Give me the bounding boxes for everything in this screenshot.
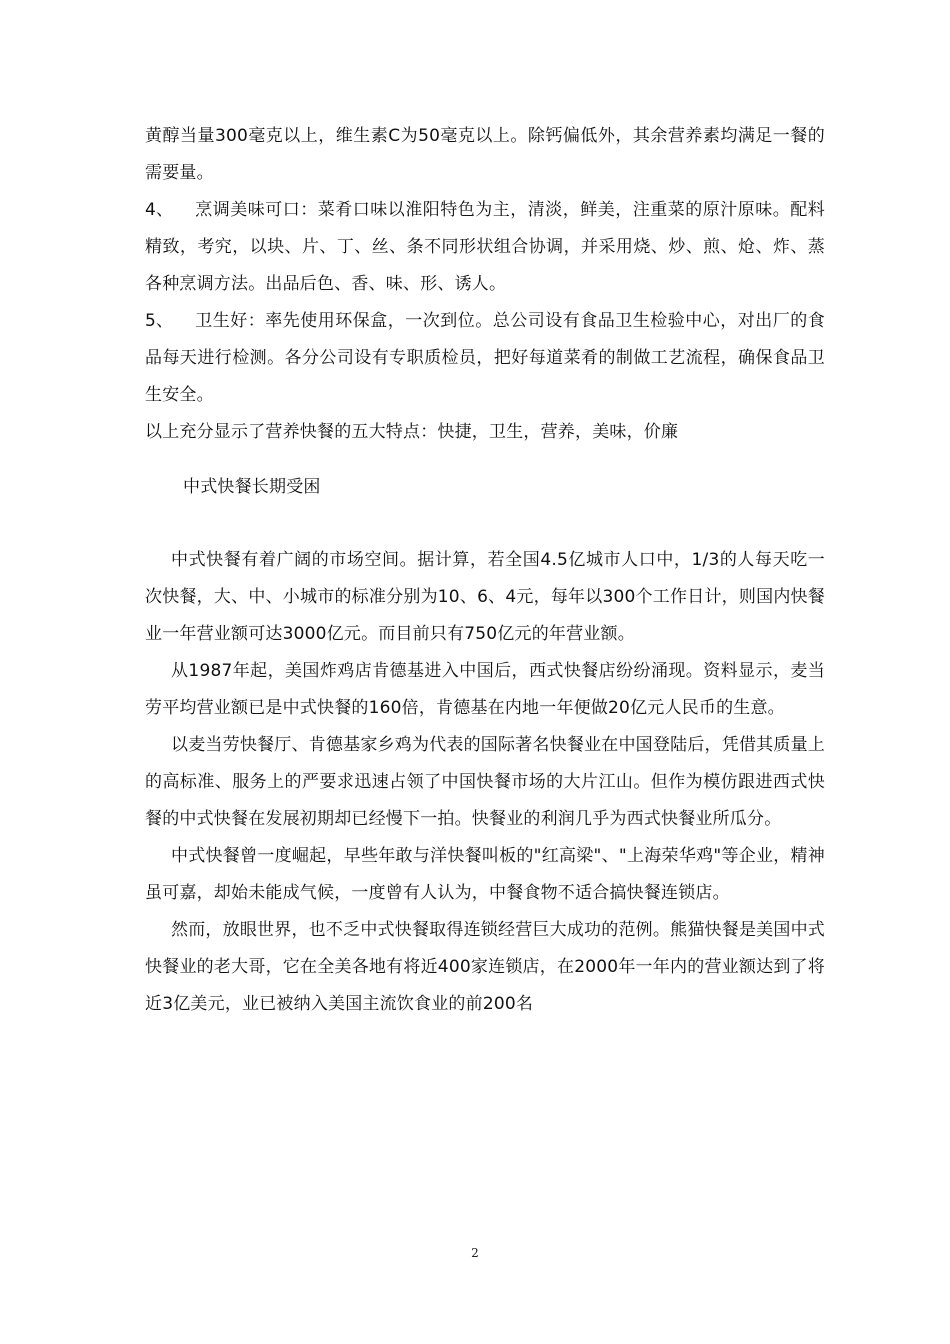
document-body xyxy=(145,118,825,1023)
body-paragraph-5: 然而，放眼世界，也不乏中式快餐取得连锁经营巨大成功的范例。熊猫快餐是美国中式快餐业的老大哥，它在全美各地有将近400家连锁店，在2000年一年内的营业额达到了将近3亿美元，业已被纳入美国主流饮食业的前200名 xyxy=(145,920,825,1014)
body-paragraph-2: 从1987年起，美国炸鸡店肯德基进入中国后，西式快餐店纷纷涌现。资料显示，麦当劳平均营业额已是中式快餐的160倍，肯德基在内地一年便做20亿元人民币的生意。 xyxy=(145,661,825,718)
summary-paragraph: 以上充分显示了营养快餐的五大特点：快捷，卫生，营养，美味，价廉 xyxy=(145,422,679,442)
numbered-item-4 xyxy=(145,192,825,303)
page-number: 2 xyxy=(471,1246,479,1260)
item-number: 4、 xyxy=(145,200,174,220)
body-paragraph-4: 中式快餐曾一度崛起，早些年敢与洋快餐叫板的"红高梁"、"上海荣华鸡"等企业，精神虽可嘉，却始未能成气候，一度曾有人认为，中餐食物不适合搞快餐连锁店。 xyxy=(145,846,825,903)
item-text: 烹调美味可口：菜肴口味以淮阳特色为主，清淡，鲜美，注重菜的原汁原味。配料精致，考究，以块、片、丁、丝、条不同形状组合协调，并采用烧、炒、煎、炝、炸、蒸各种烹调方法。出品后色、香、味、形、诱人。 xyxy=(145,200,825,294)
paragraph-continuation: 黄醇当量300毫克以上，维生素C为50毫克以上。除钙偏低外，其余营养素均满足一餐的需要量。 xyxy=(145,126,825,183)
body-paragraph-1: 中式快餐有着广阔的市场空间。据计算，若全国4.5亿城市人口中，1/3的人每天吃一次快餐，大、中、小城市的标准分别为10、6、4元，每年以300个工作日计，则国内快餐业一年营业额可达3000亿元。而目前只有750亿元的年营业额。 xyxy=(145,550,825,644)
section-heading: 中式快餐长期受困 xyxy=(183,477,321,497)
item-text: 卫生好：率先使用环保盒，一次到位。总公司设有食品卫生检验中心，对出厂的食品每天进行检测。各分公司设有专职质检员，把好每道菜肴的制做工艺流程，确保食品卫生安全。 xyxy=(145,311,825,405)
numbered-item-5 xyxy=(145,303,825,414)
body-paragraph-3: 以麦当劳快餐厅、肯德基家乡鸡为代表的国际著名快餐业在中国登陆后，凭借其质量上的高标准、服务上的严要求迅速占领了中国快餐市场的大片江山。但作为模仿跟进西式快餐的中式快餐在发展初期却已经慢下一拍。快餐业的利润几乎为西式快餐业所瓜分。 xyxy=(145,735,825,829)
item-number: 5、 xyxy=(145,311,174,331)
